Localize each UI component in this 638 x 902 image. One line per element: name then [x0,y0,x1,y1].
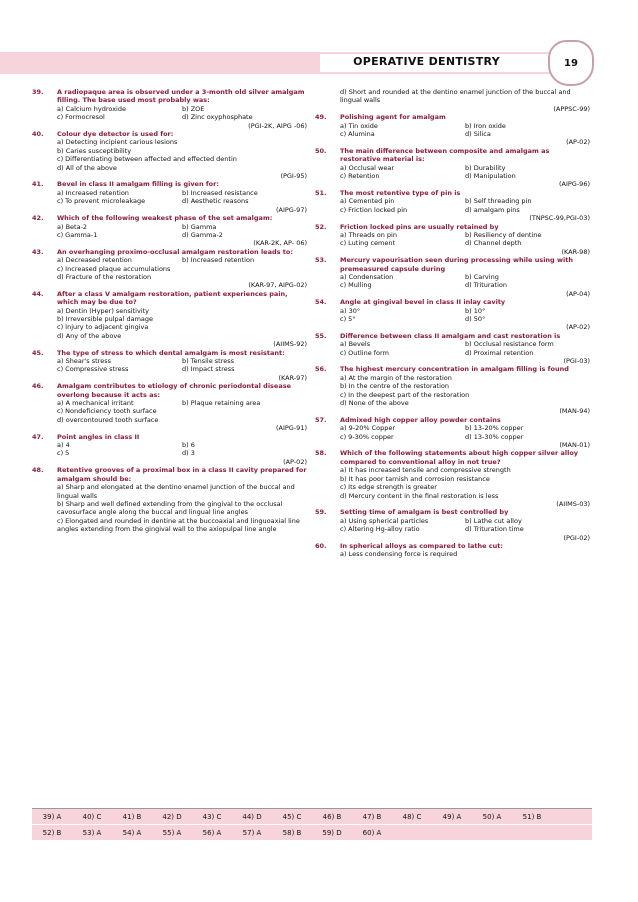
answer-cell: 50) A [482,812,502,821]
option: d) Short and rounded at the dentino enamel junction of the buccal and lingual walls [340,88,571,105]
option: c) 9-30% copper [340,432,394,441]
source-reference: (KAR-97, AIPG-02) [248,281,307,290]
source-reference: (AP-02) [566,323,590,332]
option: a) A mechanical irritant [57,399,134,408]
question-text: A radiopaque area is observed under a 3-month old silver amalgam filling. The base used most probably was: [57,88,305,105]
option: d) Channel depth [465,239,522,248]
option: a) Decreased retention [57,256,132,265]
question [32,433,307,467]
option: b) Self threading pin [465,197,532,206]
option: a) Less condensing force is required [340,550,458,559]
question [315,332,590,366]
answer-cell: 42) D [162,812,182,821]
option: d) Gamma-2 [182,230,223,239]
source-reference: (AIPG-96) [558,180,590,189]
source-reference: (AIIMS-03) [556,499,590,508]
option: c) Outline form [340,348,389,357]
question-text: After a class V amalgam restoration, patient experiences pain, which may be due to? [57,289,288,307]
answer-cell: 55) A [162,828,182,837]
option: d) Any of the above [57,331,122,340]
answer-cell: 58) B [282,828,302,837]
answer-cell: 46) B [322,812,342,821]
question-text: Polishing agent for amalgam [340,113,446,122]
question-text: The highest mercury concentration in amalgam filling is found [340,365,569,374]
option: d) None of the above [340,399,409,408]
question [32,248,307,290]
right-column [315,88,590,559]
source-reference: (TNPSC-99,PGI-03) [529,214,590,223]
question [315,256,590,298]
question-number: 43. [32,247,44,256]
question-number: 46. [32,382,44,391]
source-reference: (KAR-2K, AP- 06) [253,239,307,248]
option: c) In the deepest part of the restoration [340,390,470,399]
question [315,147,590,189]
answer-cell: 43) C [202,812,222,821]
question-number: 60. [315,541,327,550]
option: b) Lathe cut alloy [465,516,522,525]
question [32,88,307,130]
option: a) Dentin (Hyper) sensitivity [57,306,150,315]
question [315,189,590,223]
source-reference: (PGI-95) [280,172,307,181]
option: c) Mulling [340,281,372,290]
question-number: 42. [32,214,44,223]
question [32,130,307,180]
option: c) Nondeficiency tooth surface [57,407,157,416]
question-text: Point angles in class II [57,432,140,441]
answer-cell: 39) A [42,812,62,821]
option: a) 30° [340,306,361,315]
option: c) Altering Hg-alloy ratio [340,525,420,534]
option: c) Luting cement [340,239,396,248]
question-number: 48. [32,466,44,475]
option: b) Durability [465,163,506,172]
answer-cell: 47) B [362,812,382,821]
question-text: Bevel in class II amalgam filling is given for: [57,180,219,189]
question-number: 49. [315,113,327,122]
option: c) Compressive stress [57,365,129,374]
option: d) Manipulation [465,172,516,181]
option: c) Its edge strength is greater [340,483,437,492]
option: d) All of the above [57,163,117,172]
question-text: Colour dye detector is used for: [57,130,174,139]
question [32,382,307,432]
option: d) Impact stress [182,365,235,374]
source-reference: (AP-02) [566,138,590,147]
option: c) 5 [57,449,70,458]
option: b) Increased retention [182,256,255,265]
question [32,214,307,248]
option: a) Threads on pin [340,230,397,239]
option: a) Detecting incipient carious lesions [57,138,178,147]
question-text: Angle at gingival bevel in class II inlay cavity [340,298,506,307]
answer-cell: 53) A [82,828,102,837]
source-reference: (PGI-02) [563,533,590,542]
option: a) Beta-2 [57,222,88,231]
option: b) Sharp and well defined extending from the gingival to the occlusal cavosurface angle along the buccal and lingual line angles [57,499,283,517]
source-reference: (MAN-01) [559,441,590,450]
source-reference: (AIIMS-92) [273,340,307,349]
option: c) Retention [340,172,380,181]
option: a) Tin oxide [340,121,378,130]
source-reference: (AP-02) [283,457,307,466]
option: c) Elongated and rounded in dentine at the buccoaxial and linguoaxial line angles extending from the gingival wall to the axiopulpal line angle [57,516,300,534]
option: d) Zinc oxyphosphate [182,113,253,122]
question-number: 44. [32,289,44,298]
option: b) Resiliency of dentine [465,230,542,239]
question-number: 54. [315,298,327,307]
option: b) Occlusal resistance form [465,340,554,349]
left-column [32,88,307,534]
question-number: 45. [32,348,44,357]
option: c) Injury to adjacent gingiva [57,323,149,332]
option: b) Irreversible pulpal damage [57,314,154,323]
option: a) It has increased tensile and compressive strength [340,466,511,475]
question-number: 47. [32,432,44,441]
option: b) It has poor tarnish and corrosion resistance [340,474,490,483]
question-number: 51. [315,188,327,197]
option: b) ZOE [182,104,205,113]
option: b) Increased resistance [182,188,258,197]
question-number [315,88,340,113]
option: d) 13-30% copper [465,432,524,441]
answer-cell: 52) B [42,828,62,837]
option: a) 4 [57,441,70,450]
option: a) Condensation [340,272,394,281]
question [315,88,590,113]
option: d) Fracture of the restoration [57,272,152,281]
option: b) Iron oxide [465,121,506,130]
option: c) Increased plaque accumulations [57,264,171,273]
source-reference: (APPSC-99) [553,104,590,113]
option: a) Sharp and elongated at the dentino enamel junction of the buccal and lingual walls [57,483,295,500]
option: d) amalgam pins [465,205,520,214]
question [315,416,590,450]
tooth-icon [548,40,594,86]
option: d) 3 [182,449,195,458]
option: a) Bevels [340,340,371,349]
question [32,290,307,349]
option: b) 13-20% copper [465,424,524,433]
answer-cell: 48) C [402,812,422,821]
question [315,365,590,415]
answer-cell: 40) C [82,812,102,821]
option: d) Proximal retention [465,348,534,357]
answer-key [32,808,592,841]
question-number: 57. [315,415,327,424]
answer-cell: 54) A [122,828,142,837]
question [32,466,307,533]
question-text: In spherical alloys as compared to lathe cut: [340,541,503,550]
question-number: 41. [32,180,44,189]
question-number: 59. [315,508,327,517]
option: c) Alumina [340,130,375,139]
option: b) Carving [465,272,499,281]
option: b) Plaque retaining area [182,399,261,408]
question-number: 50. [315,146,327,155]
question [315,449,590,508]
question-text: Friction locked pins are usually retained by [340,222,499,231]
answer-cell: 57) A [242,828,262,837]
source-reference: (KAR-98) [561,247,590,256]
question-text: Which of the following statements about high copper silver alloy compared to conventional alloy in not true? [340,449,579,466]
answer-cell: 60) A [362,828,382,837]
option: b) Tensile stress [182,357,235,365]
question [315,542,590,559]
question-text: The type of stress to which dental amalgam is most resistant: [57,348,285,357]
question-text: Setting time of amalgam is best controlled by [340,508,509,517]
option: d) Aesthetic reasons [182,197,249,206]
question-number: 58. [315,449,327,458]
option: a) 9-20% Copper [340,424,396,433]
option: b) Gamma [182,222,217,231]
question [315,508,590,542]
option: a) Calcium hydroxide [57,104,126,113]
source-reference: (PGI-2K, AIPG -06) [248,121,307,130]
page-number: 19 [564,57,578,69]
option: a) Using spherical particles [340,516,429,525]
answer-cell: 45) C [282,812,302,821]
option: d) Silica [465,130,491,139]
option: d) Trituration time [465,525,524,534]
option: b) 10° [465,306,486,315]
question-text: Which of the following weakest phase of the set amalgam: [57,214,273,223]
answer-cell: 51) B [522,812,542,821]
answer-cell: 59) D [322,828,342,837]
question-text: The main difference between composite and amalgam as restorative material is: [340,146,550,164]
source-reference: (AP-04) [566,289,590,298]
option: a) Cemented pin [340,197,395,206]
page-title: OPERATIVE DENTISTRY [353,55,500,68]
option: c) Gamma-1 [57,230,98,239]
answer-cell: 49) A [442,812,462,821]
question-text: The most retentive type of pin is [340,188,461,197]
option: a) At the margin of the restoration [340,373,452,382]
question-text: Mercury vapourisation seen during processing while using with premeasured capsule during [340,256,573,273]
option: c) 5° [340,314,356,323]
question-number: 39. [32,88,44,96]
answer-cell: 44) D [242,812,262,821]
option: a) Shear's stress [57,357,111,365]
option: a) Occlusal wear [340,163,394,172]
question-text: Difference between class II amalgam and cast restoration is [340,331,561,340]
option: c) Formocresol [57,113,105,122]
question [315,298,590,332]
question [32,349,307,383]
option: d) 50° [465,314,486,323]
answer-row [32,825,592,841]
source-reference: (AIPG-97) [275,205,307,214]
answer-cell: 41) B [122,812,142,821]
option: c) Friction locked pin [340,205,408,214]
question-number: 52. [315,222,327,231]
option: d) overcontoured tooth surface [57,415,159,424]
option: c) Differentiating between affected and effected dentin [57,155,237,164]
option: a) Increased retention [57,188,129,197]
question [315,223,590,257]
answer-cell: 56) A [202,828,222,837]
option: b) 6 [182,441,195,450]
option: b) Caries susceptibility [57,146,132,155]
source-reference: (MAN-94) [559,407,590,416]
question-text: Admixed high copper alloy powder contains [340,415,501,424]
question-text: Amalgam contributes to etiology of chronic periodontal disease overlong because it acts as: [57,382,291,399]
question [32,180,307,214]
question-number: 53. [315,256,327,265]
option: c) To prevent microleakage [57,197,146,206]
answer-row [32,809,592,825]
option: b) In the centre of the restoration [340,382,450,391]
question-number: 55. [315,331,327,340]
source-reference: (KAR-97) [278,373,307,382]
question-text: An overhanging proximo-occlusal amalgam restoration leads to: [57,247,293,256]
question-number: 40. [32,130,44,139]
source-reference: (PGI-03) [563,357,590,365]
question-text: Retentive grooves of a proximal box in a class II cavity prepared for amalgam should be: [57,466,307,483]
question-number: 56. [315,365,327,374]
option: d) Trituration [465,281,507,290]
source-reference: (AIPG-91) [275,424,307,433]
option: d) Mercury content in the final restoration is less [340,491,499,500]
question [315,113,590,147]
